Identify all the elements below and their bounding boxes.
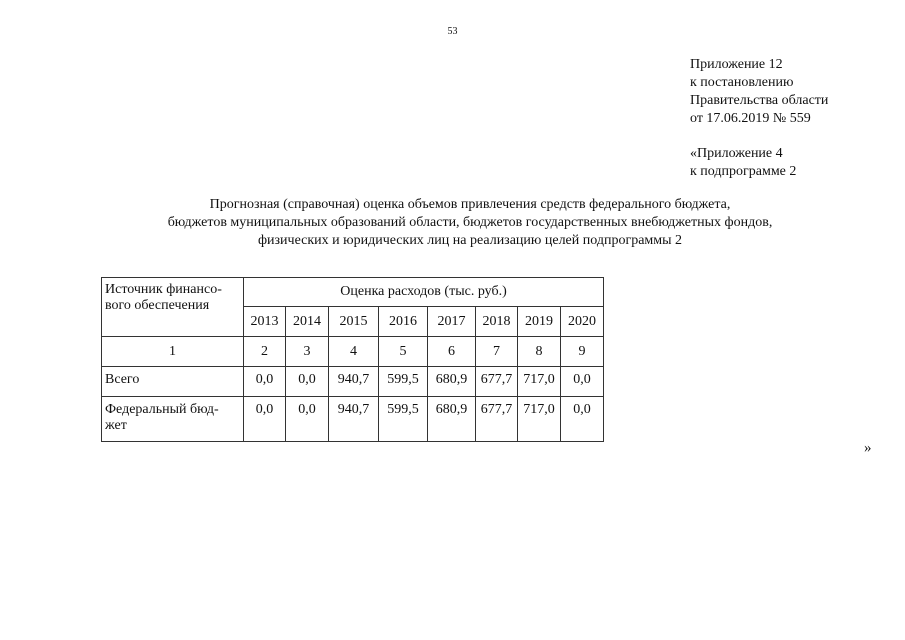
column-number: 3 [286,337,329,367]
row-label [102,397,244,442]
document-title [100,196,840,250]
year-header: 2019 [518,307,561,337]
row-label-line: жет [105,418,127,433]
value-cell: 0,0 [244,397,286,442]
header-line: от 17.06.2019 № 559 [690,111,811,126]
value-cell: 0,0 [244,367,286,397]
value-cell: 680,9 [428,367,476,397]
value-cell: 717,0 [518,367,561,397]
value-cell: 680,9 [428,397,476,442]
year-header: 2013 [244,307,286,337]
table-row [102,367,604,397]
column-numbers-row [102,337,604,367]
title-line: бюджетов муниципальных образований области, бюджетов государственных внебюджетных фондов, [167,215,773,230]
column-number: 6 [428,337,476,367]
row-label [102,367,244,397]
value-cell: 940,7 [329,367,379,397]
value-cell: 599,5 [379,397,428,442]
column-number: 2 [244,337,286,367]
value-cell: 0,0 [286,367,329,397]
year-header: 2020 [561,307,604,337]
table-row [102,397,604,442]
title-line: физических и юридических лиц на реализацию целей подпрограммы 2 [257,233,683,248]
column-number: 5 [379,337,428,367]
source-header-line: вого обеспечения [105,298,210,313]
funding-table [101,277,604,442]
column-number: 9 [561,337,604,367]
header-line: Приложение 12 [690,57,783,72]
source-header [102,278,244,337]
value-cell: 0,0 [561,397,604,442]
header-line: к подпрограмме 2 [690,164,797,179]
column-number: 7 [476,337,518,367]
year-header: 2017 [428,307,476,337]
column-number: 1 [102,337,244,367]
closing-quote: » [864,440,872,456]
estimate-header: Оценка расходов (тыс. руб.) [244,278,604,307]
row-label-line: Федеральный бюд- [105,402,219,417]
header-line: «Приложение 4 [690,146,783,161]
year-header: 2015 [329,307,379,337]
value-cell: 940,7 [329,397,379,442]
year-header: 2018 [476,307,518,337]
row-label-line: Всего [105,372,140,387]
value-cell: 599,5 [379,367,428,397]
header-line: Правительства области [690,93,829,108]
page-number: 53 [447,26,458,37]
year-header: 2016 [379,307,428,337]
value-cell: 0,0 [286,397,329,442]
year-header: 2014 [286,307,329,337]
appendix-12-header [690,56,828,128]
column-number: 4 [329,337,379,367]
value-cell: 677,7 [476,397,518,442]
header-line: к постановлению [690,75,794,90]
value-cell: 717,0 [518,397,561,442]
appendix-4-header [690,145,796,181]
source-header-line: Источник финансо- [105,282,222,297]
value-cell: 0,0 [561,367,604,397]
column-number: 8 [518,337,561,367]
title-line: Прогнозная (справочная) оценка объемов привлечения средств федерального бюджета, [209,197,731,212]
value-cell: 677,7 [476,367,518,397]
